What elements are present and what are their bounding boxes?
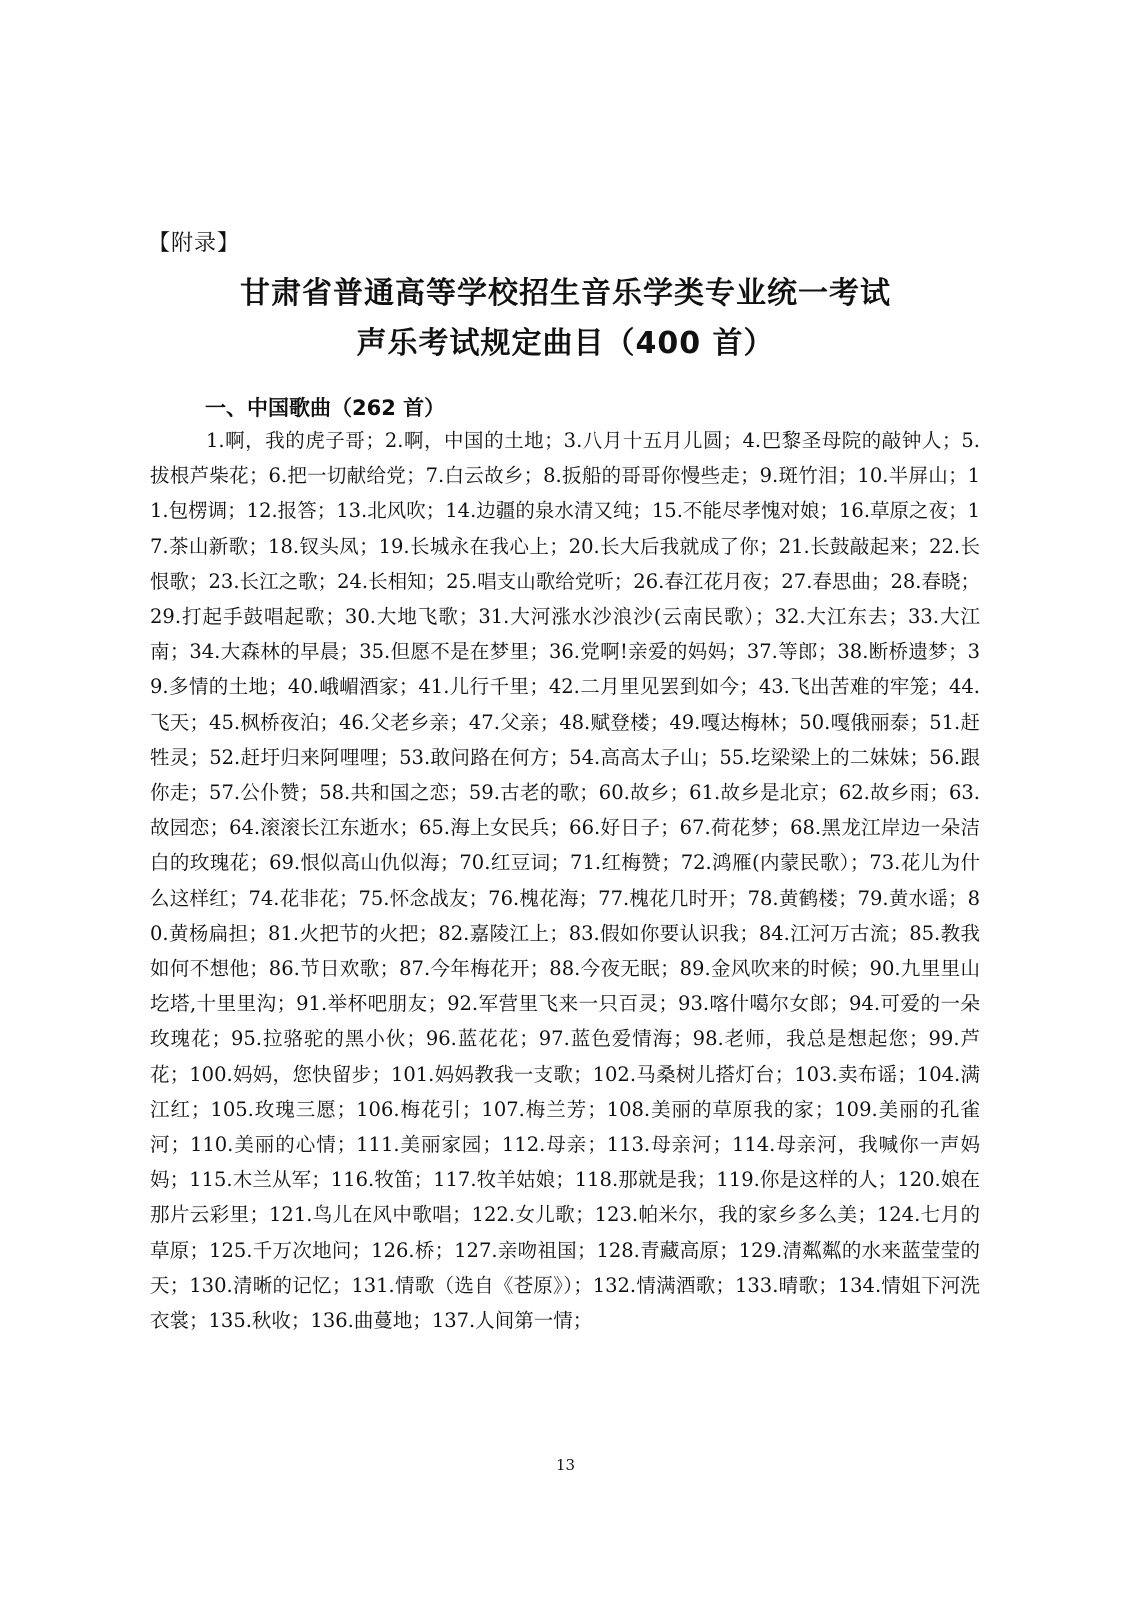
appendix-tag: 【附录】 — [148, 231, 241, 256]
song-list-paragraph: 1.啊，我的虎子哥；2.啊，中国的土地；3.八月十五月儿圆；4.巴黎圣母院的敲钟人；5.拔根芦柴花；6.把一切献给党；7.白云故乡；8.扳船的哥哥你慢些走；9.斑竹泪；10.半屏山；11.包楞调；12.报答；13.北风吹；14.边疆的泉水清又纯；15.不能尽孝愧对娘；16.草原之夜；17.茶山新歌；18.钗头凤；19.长城永在我心上；20.长大后我就成了你；21.长鼓敲起来；22.长恨歌；23.长江之歌；24.长相知；25.唱支山歌给党听；26.春江花月夜；27.春思曲；28.春晓；29.打起手鼓唱起歌；30.大地飞歌；31.大河涨水沙浪沙(云南民歌）；32.大江东去；33.大江南；34.大森林的早晨；35.但愿不是在梦里；36.党啊!亲爱的妈妈；37.等郎；38.断桥遗梦；39.多情的土地；40.峨嵋酒家；41.儿行千里；42.二月里见罢到如今；43.飞出苦难的牢笼；44.飞天；45.枫桥夜泊；46.父老乡亲；47.父亲；48.赋登楼；49.嘎达梅林；50.嘎俄丽泰；51.赶牲灵；52.赶圩归来阿哩哩；53.敢问路在何方；54.高高太子山；55.圪梁梁上的二妹妹；56.跟你走；57.公仆赞；58.共和国之恋；59.古老的歌；60.故乡；61.故乡是北京；62.故乡雨；63.故园恋；64.滚滚长江东逝水；65.海上女民兵；66.好日子；67.荷花梦；68.黑龙江岸边一朵洁白的玫瑰花；69.恨似高山仇似海；70.红豆词；71.红梅赞；72.鸿雁(内蒙民歌）；73.花儿为什么这样红；74.花非花；75.怀念战友；76.槐花海；77.槐花几时开；78.黄鹤楼；79.黄水谣；80.黄杨扁担；81.火把节的火把；82.嘉陵江上；83.假如你要认识我；84.江河万古流；85.教我如何不想他；86.节日欢歌；87.今年梅花开；88.今夜无眠；89.金风吹来的时候；90.九里里山圪塔,十里里沟；91.举杯吧朋友；92.军营里飞来一只百灵；93.喀什噶尔女郎；94.可爱的一朵玫瑰花；95.拉骆驼的黑小伙；96.蓝花花；97.蓝色爱情海；98.老师，我总是想起您；99.芦花；100.妈妈，您快留步；101.妈妈教我一支歌；102.马桑树儿搭灯台；103.卖布谣；104.满江红；105.玫瑰三愿；106.梅花引；107.梅兰芳；108.美丽的草原我的家；109.美丽的孔雀河；110.美丽的心情；111.美丽家园；112.母亲；113.母亲河；114.母亲河，我喊你一声妈妈；115.木兰从军；116.牧笛；117.牧羊姑娘；118.那就是我；119.你是这样的人；120.娘在那片云彩里；121.鸟儿在风中歌唱；122.女儿歌；123.帕米尔，我的家乡多么美；124.七月的草原；125.千万次地问；126.桥；127.亲吻祖国；128.青藏高原；129.清粼粼的水来蓝莹莹的天；130.清晰的记忆；131.情歌（选自《苍原》）；132.情满酒歌；133.晴歌；134.情姐下河洗衣裳；135.秋收；136.曲蔓地；137.人间第一情； — [150, 429, 980, 1333]
document-title-line1: 甘肃省普通高等学校招生音乐学类专业统一考试 — [240, 276, 891, 311]
page-number: 13 — [555, 1456, 576, 1474]
section-heading: 一、中国歌曲（262 首） — [205, 396, 446, 420]
document-title-line2: 声乐考试规定曲目（400 首） — [356, 326, 775, 361]
